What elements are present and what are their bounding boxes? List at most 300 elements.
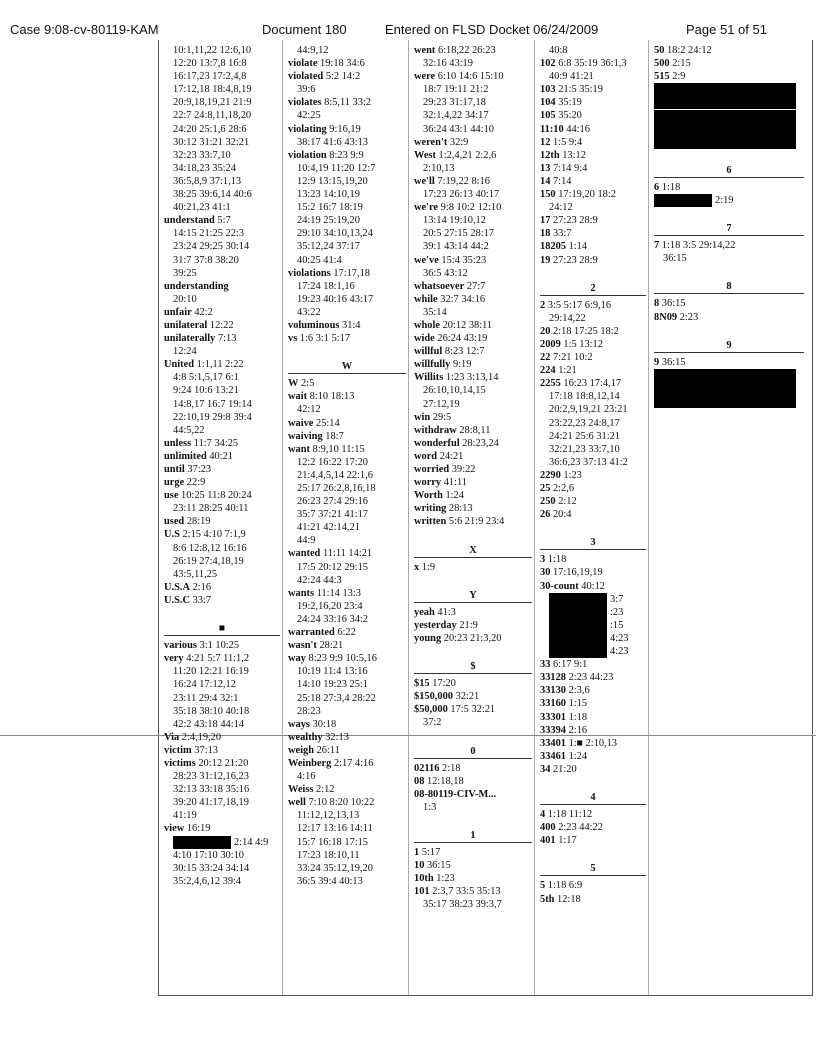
page-line-refs: 18:7 [322, 430, 344, 442]
index-entry [540, 658, 646, 671]
index-entry [540, 96, 646, 109]
index-term: whatsoever [414, 280, 465, 292]
page-line-refs: 26:11 [313, 744, 340, 756]
page-line-refs: 40:8 [549, 45, 568, 56]
page-line-refs: 44:9,12 [297, 45, 329, 56]
page-line-refs: 2:16 [565, 724, 588, 736]
index-entry [164, 528, 280, 541]
index-entry [414, 240, 532, 253]
index-entry [540, 44, 646, 57]
index-entry [164, 731, 280, 744]
index-term: used [164, 516, 185, 528]
index-entry [540, 377, 646, 390]
index-entry [414, 214, 532, 227]
index-entry [164, 424, 280, 437]
page-line-refs: 17:12,18 18:4,8,19 [173, 84, 252, 96]
index-entry [414, 574, 532, 587]
page-line-refs: 44:9 [297, 535, 316, 547]
index-term: 8N09 [654, 311, 678, 323]
index-entry [164, 515, 280, 528]
page-line-refs: 20:23 21:3,20 [441, 632, 502, 644]
index-term: written [414, 516, 447, 528]
section-letter: 7 [654, 222, 804, 236]
index-term: 102 [540, 58, 556, 70]
index-entry [164, 293, 280, 306]
index-term: young [414, 632, 442, 644]
index-term: unilateral [164, 319, 208, 331]
index-entry [540, 593, 646, 606]
index-term: 150 [540, 189, 556, 201]
redaction-block [654, 194, 712, 207]
index-entry [164, 175, 280, 188]
index-entry [414, 358, 532, 371]
horizontal-rule [0, 735, 816, 736]
page-line-refs: 39:20 41:17,18,19 [173, 797, 249, 809]
index-entry [288, 508, 406, 521]
index-entry [164, 568, 280, 581]
index-entry [164, 463, 280, 476]
page-line-refs: 36:15 [659, 298, 686, 310]
page-line-refs: 2:10,13 [423, 162, 455, 174]
index-entry [288, 254, 406, 267]
index-term: Willits [414, 372, 444, 384]
page-line-refs: 39:25 [173, 267, 197, 279]
index-entry [414, 424, 532, 437]
redaction-block [654, 110, 796, 123]
index-entry [164, 214, 280, 227]
case-number: Case 9:08-cv-80119-KAM [10, 22, 159, 37]
page-line-refs: 24:24 33:16 34:2 [297, 613, 369, 625]
index-term: 30 [540, 567, 551, 579]
page-line-refs: :23 [610, 606, 624, 618]
page-line-refs: 33:7 [189, 594, 212, 606]
index-term: waiving [288, 430, 323, 442]
index-entry [414, 645, 532, 658]
page-line-refs: 29:10 34:10,13,24 [297, 228, 373, 240]
page-line-refs: 36:15 [663, 253, 687, 265]
index-entry [164, 875, 280, 888]
index-entry [164, 757, 280, 770]
page-line-refs: 20:12 38:11 [439, 319, 493, 331]
index-entry [288, 574, 406, 587]
index-term: 5th [540, 893, 555, 905]
index-entry [540, 227, 646, 240]
redaction-block [654, 136, 796, 149]
index-term: wasn't [288, 640, 317, 652]
index-entry [414, 561, 532, 574]
page-line-refs: 36:24 43:1 44:10 [423, 123, 495, 135]
index-column-1 [164, 44, 280, 888]
index-entry [540, 808, 646, 821]
page-line-refs: 16:24 17:12,12 [173, 679, 236, 691]
page-line-refs: 30:12 31:21 32:21 [173, 136, 250, 148]
page-line-refs: 39:1 43:14 44:2 [423, 241, 489, 253]
index-entry [164, 240, 280, 253]
redaction-block [654, 123, 796, 136]
page-line-refs: 28:19 [184, 516, 211, 528]
page-line-refs: 35:17 38:23 39:3,7 [423, 899, 502, 911]
page-line-refs: 1:■ 2:10,13 [565, 737, 617, 749]
index-entry [164, 692, 280, 705]
index-entry [288, 44, 406, 57]
index-entry [414, 859, 532, 872]
index-entry [414, 96, 532, 109]
index-entry [288, 495, 406, 508]
page-line-refs: 35:20 [555, 110, 582, 122]
index-entry [164, 822, 280, 835]
redaction-block [173, 836, 231, 849]
index-term: we're [414, 202, 439, 214]
page-line-refs: 40:21 [206, 450, 234, 462]
index-entry [288, 136, 406, 149]
page-line-refs: 20:10 [173, 293, 197, 305]
index-term: we've [414, 254, 439, 266]
page-line-refs: 13:23 14:10,19 [297, 189, 360, 201]
section-letter: 1 [414, 829, 532, 843]
index-entry [288, 639, 406, 652]
index-entry [288, 757, 406, 770]
index-entry [540, 70, 646, 83]
index-entry [414, 411, 532, 424]
index-term: Worth [414, 490, 443, 502]
index-term: 5 [540, 880, 546, 892]
index-entry [164, 639, 280, 652]
index-term: withdraw [414, 424, 457, 436]
index-entry [164, 744, 280, 757]
page-line-refs: 1:18 [565, 711, 588, 723]
index-term: weigh [288, 744, 314, 756]
index-entry [540, 201, 646, 214]
page-line-refs: 4:10 17:10 30:10 [173, 849, 245, 861]
index-entry [654, 136, 804, 149]
index-column-5 [654, 44, 804, 408]
page-line-refs: 26:24 43:19 [434, 333, 488, 345]
page-line-refs: 22:7 24:8,11,18,20 [173, 110, 252, 122]
index-entry [654, 83, 804, 96]
page-line-refs: 22:10,19 29:8 39:4 [173, 411, 252, 423]
page-line-refs: 28:21 [316, 640, 344, 652]
page-line-refs: 31:7 37:8 38:20 [173, 254, 239, 266]
index-entry [540, 482, 646, 495]
index-entry [288, 705, 406, 718]
index-entry [164, 607, 280, 620]
page-line-refs: 21:20 [550, 763, 577, 775]
page-line-refs: 35:14 [423, 306, 447, 318]
index-entry [414, 70, 532, 83]
index-entry [414, 44, 532, 57]
index-entry [414, 83, 532, 96]
index-entry [540, 83, 646, 96]
page-line-refs: 36:6,23 37:13 41:2 [549, 456, 628, 468]
index-term: whole [414, 319, 440, 331]
page-line-refs: 32:21 [452, 691, 480, 703]
index-term: 33401 [540, 737, 566, 749]
page-line-refs: 40:25 41:4 [297, 254, 342, 266]
index-term: 13 [540, 162, 551, 174]
index-term: view [164, 823, 185, 835]
index-term: 103 [540, 84, 556, 96]
index-entry [288, 783, 406, 796]
page-line-refs: 41:3 [434, 606, 456, 618]
index-entry [540, 469, 646, 482]
index-entry [414, 619, 532, 632]
redaction-block [654, 96, 796, 109]
index-entry [540, 403, 646, 416]
page-line-refs: 28:8,11 [456, 424, 491, 436]
page-line-refs: 35:12,24 37:17 [297, 241, 360, 253]
index-entry [654, 252, 804, 265]
index-entry [414, 762, 532, 775]
index-entry [540, 606, 646, 619]
index-term: while [414, 293, 438, 305]
index-term: 33461 [540, 750, 566, 762]
page-line-refs: 28:23 [297, 705, 321, 717]
page-line-refs: 2:15 4:10 7:1,9 [179, 529, 246, 541]
index-entry [654, 44, 804, 57]
index-term: 34 [540, 763, 551, 775]
index-entry [540, 456, 646, 469]
index-entry [414, 846, 532, 859]
index-entry [414, 703, 532, 716]
index-entry [164, 332, 280, 345]
index-entry [414, 437, 532, 450]
page-line-refs: 2:9 [669, 71, 686, 83]
index-term: 08-80119-CIV-M... [414, 788, 497, 800]
page-line-refs: 15:7 16:18 17:15 [297, 836, 369, 848]
page-line-refs: 16:23 17:4,17 [560, 378, 622, 390]
index-entry [414, 775, 532, 788]
index-entry [288, 744, 406, 757]
section-letter: 9 [654, 339, 804, 353]
index-entry [414, 123, 532, 136]
index-term: 26 [540, 509, 551, 521]
index-entry [654, 70, 804, 83]
page-line-refs: 39:22 [449, 464, 476, 475]
index-term: 10 [414, 860, 425, 872]
page-line-refs: 2:18 17:25 18:2 [550, 325, 619, 337]
index-entry [164, 652, 280, 665]
index-entry [414, 801, 532, 814]
index-entry [540, 240, 646, 253]
page-line-refs: 10:1,11,22 12:6,10 [173, 45, 252, 56]
index-term: 10th [414, 873, 434, 885]
page-line-refs: 27:23 28:9 [550, 254, 598, 266]
page-line-refs: 8:5,11 33:2 [321, 97, 372, 109]
index-term: Via [164, 731, 180, 743]
page-line-refs: 42:24 44:3 [297, 574, 342, 586]
index-entry [540, 724, 646, 737]
index-term: 500 [654, 58, 670, 70]
page-line-refs: 17:23 26:13 40:17 [423, 189, 500, 201]
index-entry [164, 371, 280, 384]
page-line-refs: 29:5 [430, 411, 452, 423]
index-term: violation [288, 149, 327, 161]
page-line-refs: 12:18 [554, 893, 581, 905]
page-line-refs: 11:12,12,13,13 [297, 810, 360, 822]
redaction-block [549, 619, 607, 632]
index-term: W [288, 378, 299, 390]
page-line-refs: 2:3,7 33:5 35:13 [429, 886, 501, 898]
page-line-refs: 8:9,10 11:15 [309, 443, 365, 455]
page-line-refs: 12:18,18 [424, 775, 464, 787]
page-line-refs: 24:19 25:19,20 [297, 215, 360, 227]
section-letter: 2 [540, 282, 646, 296]
index-term: 4 [540, 809, 546, 821]
index-term: unilaterally [164, 333, 216, 345]
index-entry [414, 730, 532, 743]
index-term: 2290 [540, 469, 561, 481]
index-term: warranted [288, 627, 335, 639]
index-term: went [414, 45, 436, 56]
index-entry [288, 96, 406, 109]
index-entry [414, 463, 532, 476]
index-entry [164, 411, 280, 424]
page-line-refs: 1:18 11:12 [545, 809, 593, 821]
index-term: violate [288, 58, 318, 70]
index-entry [288, 83, 406, 96]
index-entry [540, 188, 646, 201]
page-line-refs: :15 [610, 619, 624, 631]
index-term: worry [414, 477, 442, 489]
index-entry [288, 345, 406, 358]
index-entry [540, 879, 646, 892]
page-line-refs: 1:9 [419, 561, 436, 573]
page-line-refs: 16:17,23 17:2,4,8 [173, 71, 247, 83]
index-term: word [414, 450, 438, 462]
index-entry [414, 384, 532, 397]
index-term: 33160 [540, 698, 566, 710]
index-entry [164, 162, 280, 175]
page-line-refs: 23:24 29:25 30:14 [173, 241, 250, 253]
index-entry [414, 175, 532, 188]
page-line-refs: 37:23 [184, 464, 212, 475]
index-entry [288, 293, 406, 306]
index-entry [288, 390, 406, 403]
index-entry [540, 254, 646, 267]
page-line-refs: 44:5,22 [173, 424, 205, 436]
page-line-refs: 14:8,17 16:7 19:14 [173, 398, 252, 410]
page-line-refs: 21:9 [456, 619, 478, 631]
index-entry [164, 783, 280, 796]
index-entry [414, 332, 532, 345]
page-line-refs: 43:5,11,25 [173, 568, 218, 580]
index-entry [164, 555, 280, 568]
index-entry [540, 737, 646, 750]
index-term: voluminous [288, 319, 340, 331]
page-line-refs: 34:18,23 35:24 [173, 162, 236, 174]
page-line-refs: 1:23 3:13,14 [443, 372, 499, 384]
page-line-refs: 29:23 31:17,18 [423, 97, 486, 109]
page-line-refs: 4:23 [610, 646, 629, 658]
index-entry [414, 306, 532, 319]
index-term: understanding [164, 280, 229, 292]
index-term: 11:10 [540, 123, 564, 135]
index-entry [288, 836, 406, 849]
page-line-refs: 8:6 12:8,12 16:16 [173, 542, 247, 554]
index-term: 12th [540, 149, 560, 161]
index-entry [414, 515, 532, 528]
index-entry [414, 267, 532, 280]
index-entry [164, 836, 280, 849]
index-term: worried [414, 464, 450, 475]
page-line-refs: 1:18 [545, 554, 567, 566]
page-line-refs: 12:20 13:7,8 16:8 [173, 58, 247, 70]
index-entry [164, 149, 280, 162]
index-entry [164, 489, 280, 502]
index-entry [288, 149, 406, 162]
page-line-refs: 20:12 21:20 [195, 757, 249, 769]
index-entry [414, 677, 532, 690]
index-entry [164, 796, 280, 809]
index-entry [288, 280, 406, 293]
index-entry [540, 390, 646, 403]
index-entry [654, 123, 804, 136]
index-term: $15 [414, 678, 430, 690]
page-line-refs: 38:17 41:6 43:13 [297, 136, 369, 148]
page-line-refs: 1:6 3:1 5:17 [297, 333, 351, 345]
index-entry [540, 443, 646, 456]
page-line-refs: 2:12 [313, 784, 335, 796]
page-line-refs: 6:17 9:1 [550, 659, 588, 671]
page-line-refs: 11:11 14:21 [320, 548, 373, 560]
page-line-refs: 1:18 [659, 181, 681, 193]
page-line-refs: 6:10 14:6 15:10 [435, 71, 504, 83]
index-term: various [164, 640, 197, 652]
page-line-refs: 8:23 12:7 [442, 346, 485, 358]
page-line-refs: 15:2 16:7 18:19 [297, 202, 363, 214]
index-term: writing [414, 503, 447, 515]
page-line-refs: 12:22 [207, 319, 234, 331]
page-line-refs: 12:9 13:15,19,20 [297, 175, 368, 187]
index-entry [164, 594, 280, 607]
index-entry [414, 188, 532, 201]
index-entry [654, 356, 804, 369]
page-line-refs: 28:23,24 [459, 437, 499, 449]
index-entry [414, 201, 532, 214]
index-entry [414, 280, 532, 293]
index-entry [288, 822, 406, 835]
index-entry [164, 280, 280, 293]
index-term: unlimited [164, 450, 207, 462]
page-line-refs: 7:14 [550, 175, 572, 187]
index-entry [654, 207, 804, 220]
page-line-refs: 11:14 13:3 [313, 587, 361, 599]
index-entry [288, 430, 406, 443]
section-letter: 3 [540, 536, 646, 550]
index-term: wonderful [414, 437, 460, 449]
index-term: West [414, 149, 436, 161]
index-entry [540, 847, 646, 860]
page-line-refs: 17:18 18:8,12,14 [549, 391, 620, 403]
index-entry [540, 136, 646, 149]
page-line-refs: 1:24 [565, 750, 588, 762]
page-line-refs: 7:19,22 8:16 [434, 175, 490, 187]
page-line-refs: 9:19 [450, 359, 472, 371]
index-entry [540, 711, 646, 724]
page-line-refs: 26:10,10,14,15 [423, 385, 486, 397]
page-line-refs: 9:16,19 [326, 123, 361, 135]
index-entry [164, 44, 280, 57]
page-line-refs: 5:2 14:2 [323, 71, 361, 83]
index-entry [164, 96, 280, 109]
index-entry [164, 358, 280, 371]
column-separator [282, 40, 283, 995]
index-term: 33394 [540, 724, 566, 736]
index-entry [164, 705, 280, 718]
page-line-refs: 27:7 [464, 280, 486, 292]
page-line-refs: 20:5 27:15 28:17 [423, 228, 495, 240]
page-line-refs: 32:7 34:16 [437, 293, 486, 305]
